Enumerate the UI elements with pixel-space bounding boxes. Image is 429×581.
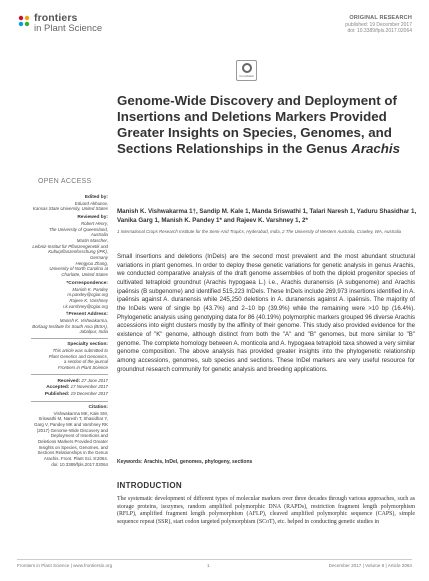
keywords: Keywords: Arachis, InDel, genomes, phylogeny, sections [117,459,253,465]
sidebar-divider [31,374,108,375]
crossmark-label: CrossMark [239,74,254,78]
abstract-text: Small insertions and deletions (InDels) are the second most prevalent and the most abundant structural variations in plant genomes. In order to deploy these genetic variations for genetic analysis in genus Arachis, we conducted comparative analysis of the draft genome assemblies of both the diploid progenitor species of cultivated tetraploid groundnut (Arachis hypogaea L.) i.e., Arachis duranensis (A subgenome) and Arachis ipaënsis (B subgenome) and identified 515,223 InDels. These InDels include 269,973 insertions identified in A. ipaënsis against A. duranensis while 245,250 deletions in A. duranensis against A. ipaënsis. The majority of the InDels were of single bp (43.7%) and 2–10 bp (39.9%) while the remaining were >10 bp (16.4%). Phylogenetic analysis using genotyping data for 86 (40.19%) polymorphic markers grouped 96 diverse Arachis accessions into eight clusters mostly by the affinity of their genome. This study also provided evidence for the existence of "K" genome, although distinct from both the "A" and "B" genomes, but more similar to "B" genome. The complete homology between A. monticola and A. hypogaea tetraploid taxa showed a very similar genome composition. The above analysis has provided greater insights into the phylogenetic relationship among accessions, genomes, sub species and sections. These InDel markers are very useful resource for groundnut research community for genetic analysis and breeding applications. [117,253,415,373]
crossmark-icon [242,63,252,73]
author-list[interactable]: Manish K. Vishwakarma 1†, Sandip M. Kale 1, Manda Sriswathi 1, Talari Naresh 1, Yaduru Shasidhar 1, Vanika Garg 1, Manish K. Pandey 1* and Rajeev K. Varshney 1, 2* [117,208,417,224]
editor-info: Eduard Akhunov, Kansas State University, United States [32,200,108,212]
specialty-section-info: This article was submitted to Plant Genetics and Genomics, a section of the journal Frontiers in Plant Science [48,347,108,370]
accepted-heading: Accepted: [46,385,70,391]
received-date: 27 June 2017 [81,377,108,383]
journal-name: in Plant Science [34,23,103,34]
published-date: published: 19 December 2017 [345,21,412,28]
introduction-heading: INTRODUCTION [117,481,182,490]
correspondence-info[interactable]: Manish K. Pandey m.pandey@cgiar.org Rajeev K. Varshney r.k.varshney@cgiar.org [62,286,108,309]
page-footer [17,559,412,568]
affiliations: 1 International Crops Research Institute for the Semi-Arid Tropics, Hyderabad, India, 2 The University of Western Australia, Crawley, WA, Australia [117,229,402,234]
frontiers-logo-icon [17,14,31,28]
reviewer-info: Robert Henry, The University of Queensland, Australia Martin Mascher, Leibniz-Institut für Pflanzengenetik und Kulturpflanzenforschung (IPK), Germany Hengyou Zhang, University of North Carolina at Charlotte, United States [32,220,108,278]
sidebar-divider [31,401,108,402]
article-title [117,93,417,157]
brand-name: frontiers [34,12,78,24]
footer-journal-link[interactable]: Frontiers in Plant Science | www.frontiersin.org [17,563,113,568]
citation-info: Vishwakarma MK, Kale SM, Sriswathi M, Naresh T, Shasidhar Y, Garg V, Pandey MK and Varshney RK (2017) Genome-Wide Discovery and Deployment of Insertions and Deletions Markers Provided Greater Insights on Species, Genomes, and Sections Relationships in the Genus Arachis. Front. Plant Sci. 8:2064. doi: 10.3389/fpls.2017.02064 [34,410,108,467]
introduction-text: The systematic development of different types of molecular markers over three decades through various approaches, such as storage proteins, isozymes, random amplified polymorphic DNA (RAPDs), restriction fragment length polymorphism (RFLP), amplified fragment length polymorphism (AFLP), cleaved amplified polymorphic sequence (CAPS), simple sequence repeat (SSR), start codon targeted polymorphism (SCoT), etc. helped in conducting genetic studies in [117,496,415,525]
frontiers-logo[interactable] [17,13,102,34]
crossmark-badge[interactable] [236,60,257,81]
abstract [117,253,415,374]
article-sidebar [17,195,108,471]
published-date-sidebar: 19 December 2017 [70,391,108,397]
article-type: ORIGINAL RESEARCH [349,15,412,21]
page-number: 1 [207,563,210,568]
reviewed-by-heading: Reviewed by: [77,215,108,221]
present-address-info: Manish K. Vishwakarma, Borlaug Institute for South Asia (BISA), Jabalpur, India [32,318,108,335]
open-access-label: OPEN ACCESS [38,178,92,185]
title-genus: Arachis [351,141,400,156]
sidebar-divider [31,338,108,339]
citation-heading: Citation: [88,404,108,410]
received-heading: Received: [57,378,81,384]
footer-volume-info: December 2017 | Volume 8 | Article 2064 [328,563,412,568]
title-main: Genome-Wide Discovery and Deployment of Insertions and Deletions Markers Provided Greater Insights on Species, Genomes, and Sections Relationships in the Genus [117,93,397,156]
correspondence-heading: *Correspondence: [66,280,108,286]
accepted-date: 17 November 2017 [70,384,108,390]
published-heading: Published: [44,392,70,398]
article-meta [345,15,412,35]
present-address-heading: †Present Address: [65,312,108,318]
edited-by-heading: Edited by: [84,195,108,200]
doi-link[interactable]: doi: 10.3389/fpls.2017.02064 [347,28,412,34]
specialty-section-heading: Specialty section: [67,342,108,348]
